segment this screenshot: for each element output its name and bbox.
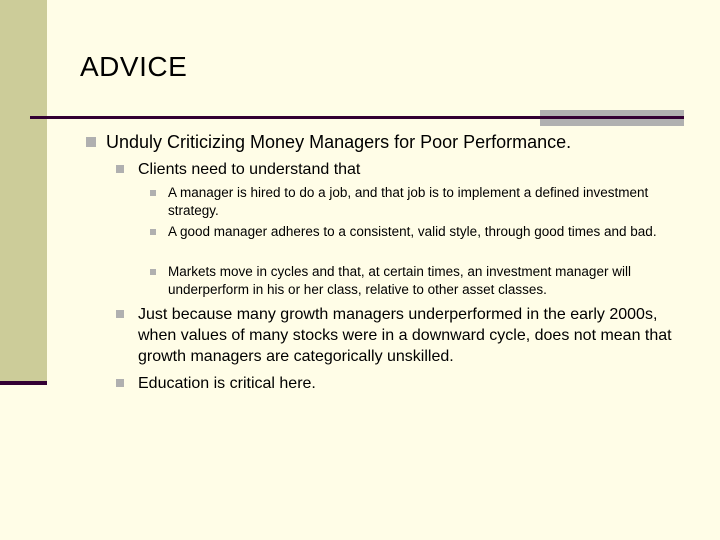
bullet-text: Just because many growth managers underperformed in the early 2000s, when values of many stocks were in a downward cycle, does not mean that growth managers are categorically unskilled.: [138, 306, 672, 365]
bullet-level3: [150, 223, 660, 241]
bullet-text: Unduly Criticizing Money Managers for Poor Performance.: [106, 132, 572, 152]
bullet-level1: [86, 131, 706, 153]
bullet-level2: [116, 159, 676, 180]
bullet-level2: [116, 304, 676, 367]
bullet-level3: [150, 184, 660, 220]
bullet-text: Markets move in cycles and that, at certain times, an investment manager will underperform in his or her class, relative to other asset classes.: [168, 264, 631, 297]
bullet-square-icon: [150, 229, 156, 235]
bullet-square-icon: [150, 190, 156, 196]
bullet-level2: [116, 373, 676, 394]
bullet-text: Education is critical here.: [138, 375, 316, 392]
bullet-square-icon: [116, 310, 124, 318]
bullet-level3: [150, 263, 660, 299]
title-rule-extension: [540, 116, 684, 119]
title-rule: [30, 116, 540, 119]
bullet-text: A manager is hired to do a job, and that job is to implement a defined investment strategy.: [168, 185, 649, 218]
left-accent-bar: [0, 381, 47, 385]
left-decorative-band: [0, 0, 47, 384]
bullet-square-icon: [150, 269, 156, 275]
bullet-square-icon: [116, 165, 124, 173]
bullet-square-icon: [116, 379, 124, 387]
bullet-text: A good manager adheres to a consistent, valid style, through good times and bad.: [168, 224, 657, 239]
bullet-square-icon: [86, 137, 96, 147]
bullet-text: Clients need to understand that: [138, 161, 361, 178]
slide-title: ADVICE: [80, 51, 188, 82]
